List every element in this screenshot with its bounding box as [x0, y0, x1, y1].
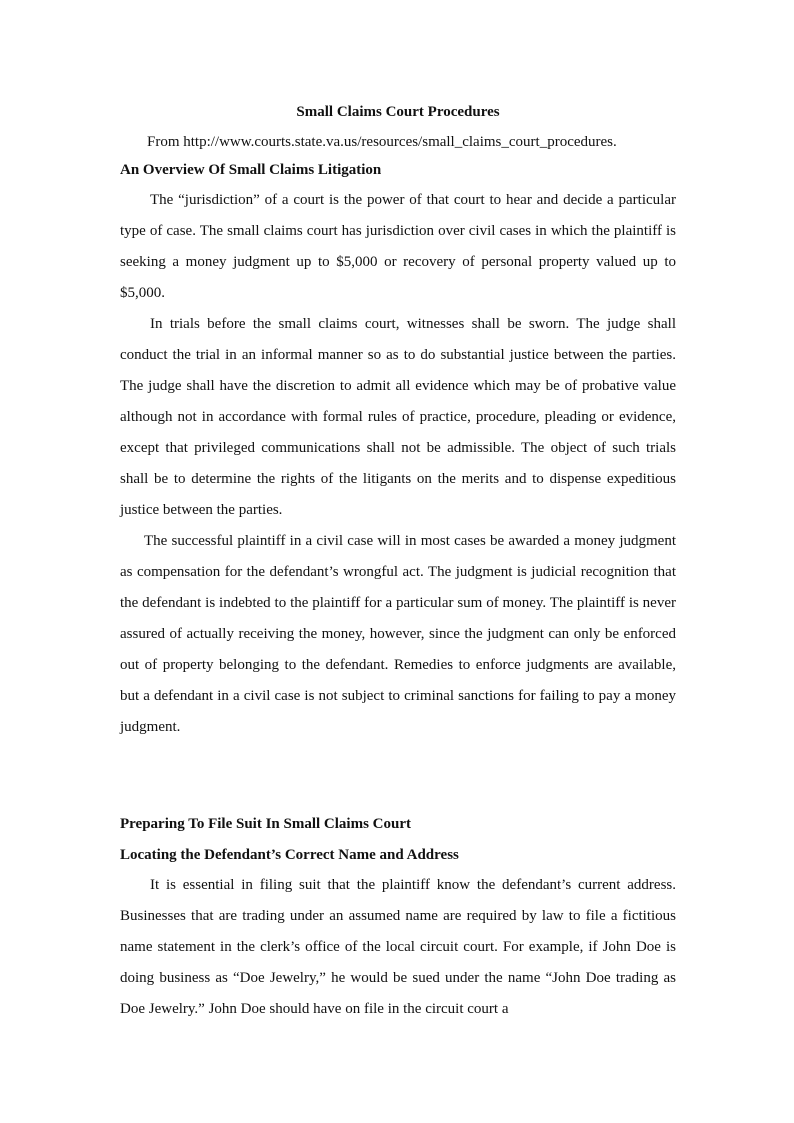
subsection-heading-locating: Locating the Defendant’s Correct Name and Address	[120, 847, 459, 863]
paragraph-judgment: The successful plaintiff in a civil case will in most cases be awarded a money judgment as compensation for the defendant’s wrongful act. The judgment is judicial recognition that the defendant is indebted to the plaintiff for a particular sum of money. The plaintiff is never assured of actually receiving the money, however, since the judgment can only be enforced out of property belonging to the defendant. Remedies to enforce judgments are available, but a defendant in a civil case is not subject to criminal sanctions for failing to pay a money judgment.	[120, 533, 676, 735]
document-title: Small Claims Court Procedures	[296, 104, 500, 120]
source-line: From http://www.courts.state.va.us/resources/small_claims_court_procedures.	[147, 134, 617, 150]
document-page	[120, 100, 676, 1025]
paragraph-jurisdiction: The “jurisdiction” of a court is the power of that court to hear and decide a particular type of case. The small claims court has jurisdiction over civil cases in which the plaintiff is seeking a money judgment up to $5,000 or recovery of personal property valued up to $5,000.	[120, 192, 676, 301]
paragraph-trials: In trials before the small claims court, witnesses shall be sworn. The judge shall conduct the trial in an informal manner so as to do substantial justice between the parties. The judge shall have the discretion to admit all evidence which may be of probative value although not in accordance with formal rules of practice, procedure, pleading or evidence, except that privileged communications shall not be admissible. The object of such trials shall be to determine the rights of the litigants on the merits and to dispense expeditious justice between the parties.	[120, 316, 676, 518]
section-spacer	[120, 743, 676, 805]
paragraph-address: It is essential in filing suit that the plaintiff know the defendant’s current address. Businesses that are trading under an assumed name are required by law to file a fictitious name statement in the clerk’s office of the local circuit court. For example, if John Doe is doing business as “Doe Jewelry,” he would be sued under the name “John Doe trading as Doe Jewelry.” John Doe should have on file in the circuit court a	[120, 877, 676, 1017]
section-heading-preparing: Preparing To File Suit In Small Claims Court	[120, 816, 412, 832]
section-heading-overview: An Overview Of Small Claims Litigation	[120, 162, 382, 178]
